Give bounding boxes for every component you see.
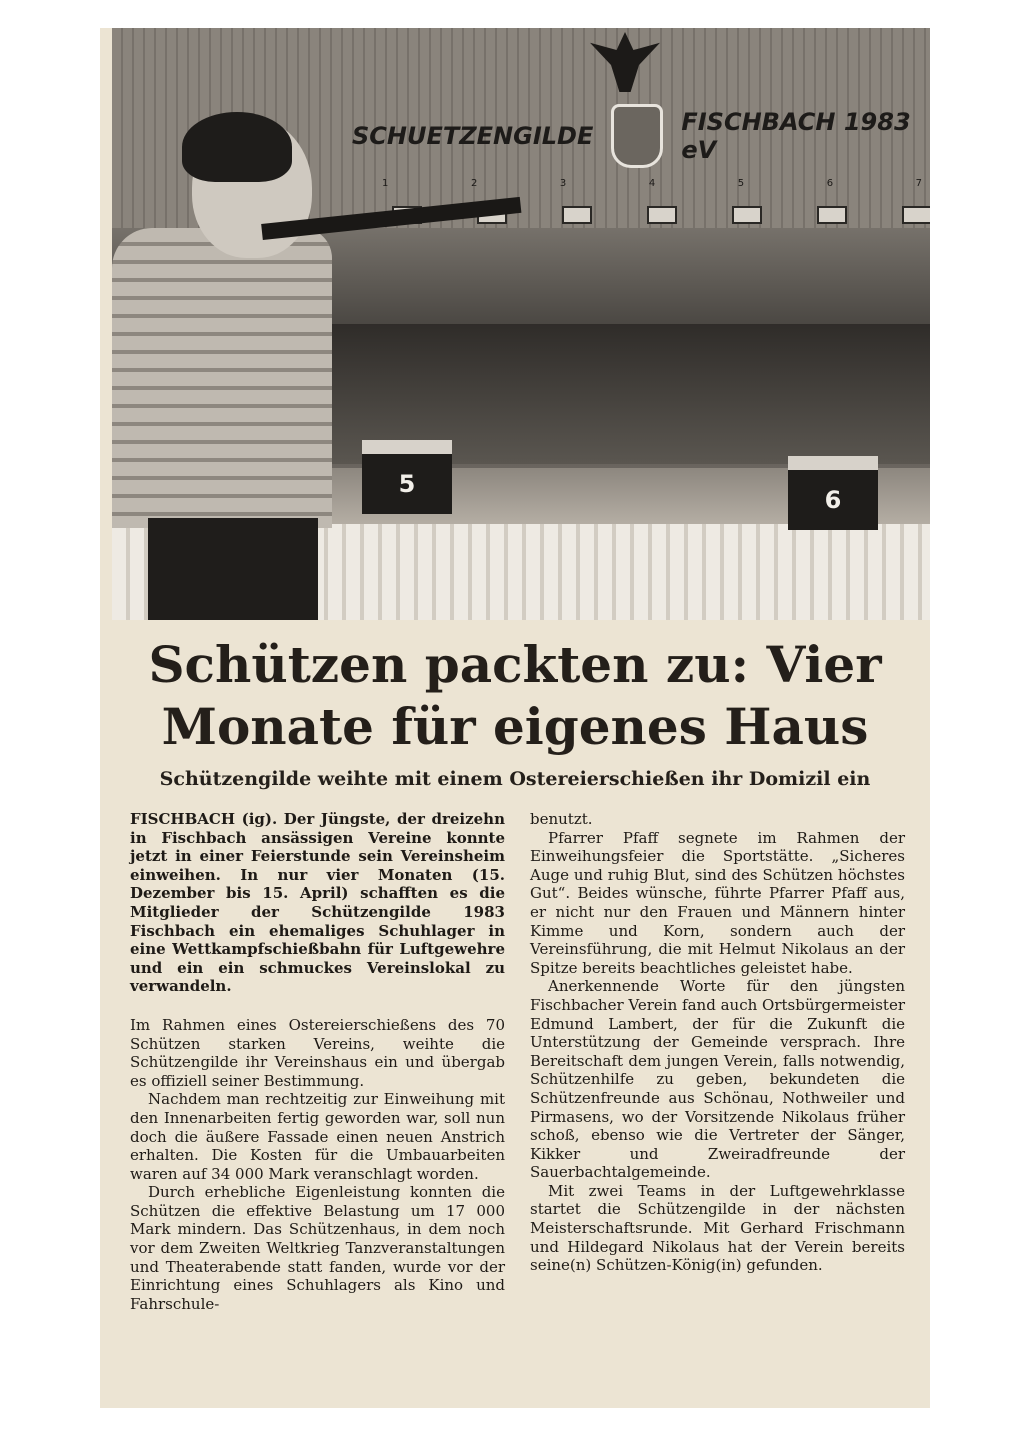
- article-column-left: [130, 810, 505, 1313]
- target-icon: [647, 206, 677, 224]
- lane-control-box: [362, 440, 452, 514]
- target-icon: [902, 206, 930, 224]
- lane-number: 5: [737, 178, 745, 189]
- lane-number: 2: [470, 178, 478, 189]
- lane-box-label: 6: [824, 486, 842, 514]
- lane-number: 3: [559, 178, 567, 189]
- shooting-range-photo: [112, 28, 930, 620]
- lead-paragraph: FISCHBACH (ig). Der Jüngste, der dreizehn in Fischbach ansässigen Vereine konnte jetzt in einer Feierstunde sein Vereinsheim einweihen. In nur vier Monaten (15. Dezember bis 15. April) schafften es die Mitglieder der Schützengilde 1983 Fischbach ein ehemaliges Schuhlager in eine Wettkampfschießbahn für Luftgewehre und ein ein schmuckes Vereinslokal zu verwandeln.: [130, 810, 505, 996]
- body-paragraph: Anerkennende Worte für den jüngsten Fischbacher Verein fand auch Ortsbürgermeister Edmund Lambert, der für die Zukunft die Unterstützung der Gemeinde versprach. Ihre Bereitschaft dem jungen Verein, falls notwendig, Schützenhilfe zu geben, bekundeten die Schützenfreunde aus Schönau, Nothweiler und Pirmasens, wo der Vorsitzende Nikolaus früher schoß, ebenso wie die Vertreter der Sänger, Kikker und Zweiradfreunde der Sauerbachtalgemeinde.: [530, 977, 905, 1182]
- body-paragraph: Nachdem man rechtzeitig zur Einweihung mit den Innenarbeiten fertig geworden war, soll nun doch die äußere Fassade einen neuen Anstrich erhalten. Die Kosten für die Umbauarbeiten waren auf 34 000 Mark veranschlagt worden.: [130, 1090, 505, 1183]
- shooter-figure: [112, 118, 352, 620]
- body-paragraph: Im Rahmen eines Ostereierschießens des 70 Schützen starken Vereins, weihte die Schützengilde ihr Vereinshaus ein und übergab es offiziell seiner Bestimmung.: [130, 1015, 505, 1090]
- lane-number: 7: [915, 178, 922, 189]
- lane-number: 6: [826, 178, 834, 189]
- club-crest-icon: [611, 104, 663, 168]
- lane-control-box: [788, 456, 878, 530]
- newspaper-clipping: [100, 28, 930, 1408]
- subheadline: Schützengilde weihte mit einem Ostereierschießen ihr Domizil ein: [159, 768, 871, 790]
- article: [100, 620, 930, 1408]
- target-icon: [817, 206, 847, 224]
- article-column-right: [530, 810, 905, 1275]
- body-paragraph: benutzt.: [530, 810, 593, 828]
- lane-box-label: 5: [398, 470, 416, 498]
- lane-numbers: [382, 178, 922, 194]
- body-paragraph: Mit zwei Teams in der Luftgewehrklasse startet die Schützengilde in der nächsten Meisterschaftsrunde. Mit Gerhard Frischmann und Hildegard Nikolaus hat der Verein bereits seine(n) Schützen-König(in) gefunden.: [530, 1181, 905, 1275]
- target-icon: [732, 206, 762, 224]
- headline: Schützen packten zu: Vier Monate für eigenes Haus: [148, 635, 882, 756]
- banner-left-text: SCHUETZENGILDE: [352, 122, 594, 150]
- lane-number: 4: [648, 178, 656, 189]
- club-banner: [352, 108, 930, 164]
- body-paragraph: Pfarrer Pfaff segnete im Rahmen der Einweihungsfeier die Sportstätte. „Sicheres Auge und ruhig Blut, sind des Schützen höchstes Gut“. Beides wünsche, führte Pfarrer Pfaff aus, er nicht nur den Frauen und Männern hinter Kimme und Korn, sondern auch der Vereinsführung, die mit Helmut Nikolaus an der Spitze bereits beachtliches geleistet habe.: [530, 828, 905, 977]
- banner-right-text: FISCHBACH 1983 eV: [681, 108, 911, 164]
- target-icon: [562, 206, 592, 224]
- body-paragraph: Durch erhebliche Eigenleistung konnten die Schützen die effektive Belastung um 17 000 Mark mindern. Das Schützenhaus, in dem noch vor dem Zweiten Weltkrieg Tanzveranstaltungen und Theaterabende statt fanden, wurde vor der Einrichtung eines Schuhlagers als Kino und Fahrschule-: [130, 1183, 505, 1313]
- lane-number: 1: [382, 178, 389, 189]
